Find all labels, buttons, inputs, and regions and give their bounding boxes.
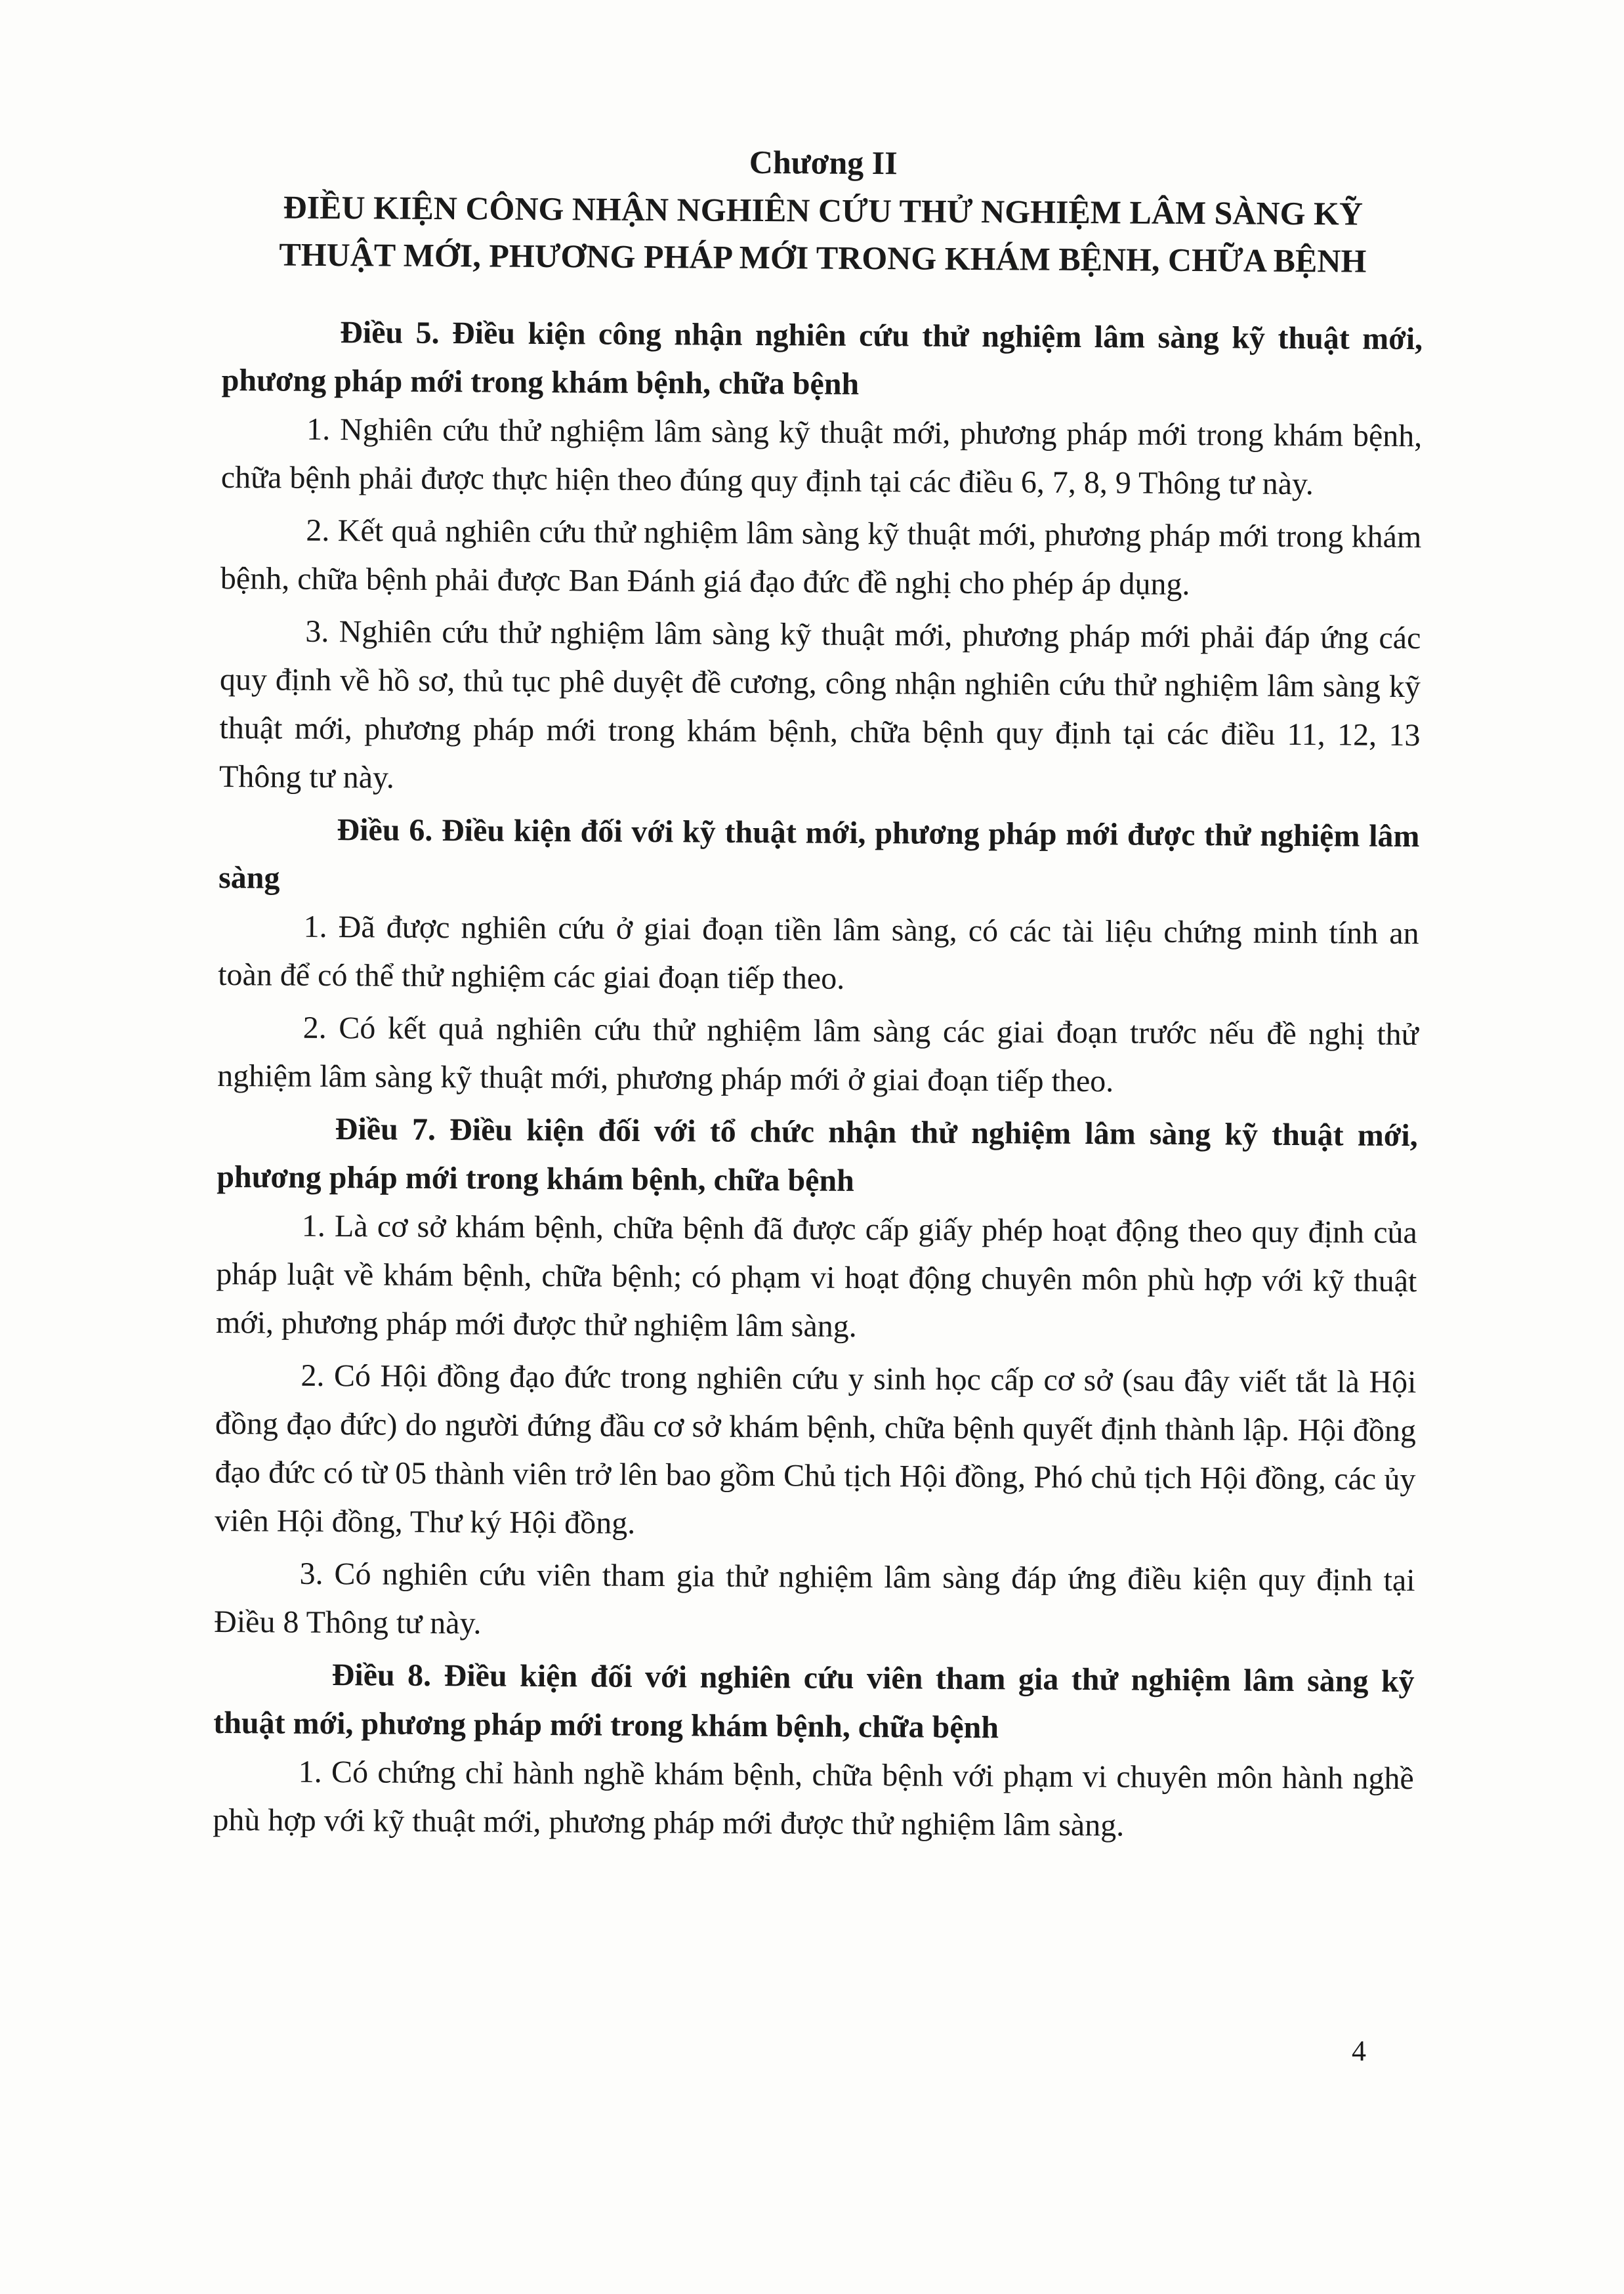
article-heading: Điều 6. Điều kiện đối với kỹ thuật mới, phương pháp mới được thử nghiệm lâm sàng xyxy=(218,812,1420,896)
document-body xyxy=(213,135,1424,1856)
clause: 2. Kết quả nghiên cứu thử nghiệm lâm sàng kỹ thuật mới, phương pháp mới trong khám bệnh, chữa bệnh phải được Ban Đánh giá đạo đức đề nghị cho phép áp dụng. xyxy=(220,512,1422,602)
article-6 xyxy=(217,805,1420,1108)
clause: 2. Có kết quả nghiên cứu thử nghiệm lâm sàng các giai đoạn trước nếu đề nghị thử nghiệm lâm sàng kỹ thuật mới, phương pháp mới ở giai đoạn tiếp theo. xyxy=(217,1010,1419,1099)
article-5 xyxy=(219,308,1423,808)
clause: 1. Đã được nghiên cứu ở giai đoạn tiền lâm sàng, có các tài liệu chứng minh tính an toàn để có thể thử nghiệm các giai đoạn tiếp theo. xyxy=(218,909,1419,996)
clause: 3. Có nghiên cứu viên tham gia thử nghiệm lâm sàng đáp ứng điều kiện quy định tại Điều 8 Thông tư này. xyxy=(213,1556,1415,1641)
clause: 1. Là cơ sở khám bệnh, chữa bệnh đã được cấp giấy phép hoạt động theo quy định của pháp luật về khám bệnh, chữa bệnh; có phạm vi hoạt động chuyên môn phù hợp với kỹ thuật mới, phương pháp mới được thử nghiệm lâm sàng. xyxy=(215,1208,1417,1344)
page-number: 4 xyxy=(1352,2035,1366,2067)
chapter-label: Chương II xyxy=(749,143,898,182)
clause: 3. Nghiên cứu thử nghiệm lâm sàng kỹ thuật mới, phương pháp mới phải đáp ứng các quy định về hồ sơ, thủ tục phê duyệt đề cương, công nhận nghiên cứu thử nghiệm lâm sàng kỹ thuật mới, phương pháp mới trong khám bệnh, chữa bệnh quy định tại các điều 11, 12, 13 Thông tư này. xyxy=(219,614,1421,795)
article-7 xyxy=(214,1104,1418,1654)
article-heading: Điều 8. Điều kiện đối với nghiên cứu viên tham gia thử nghiệm lâm sàng kỹ thuật mới, phương pháp mới trong khám bệnh, chữa bệnh xyxy=(213,1658,1415,1745)
clause: 2. Có Hội đồng đạo đức trong nghiên cứu y sinh học cấp cơ sở (sau đây viết tắt là Hội đồng đạo đức) do người đứng đầu cơ sở khám bệnh, chữa bệnh quyết định thành lập. Hội đồng đạo đức có từ 05 thành viên trở lên bao gồm Chủ tịch Hội đồng, Phó chủ tịch Hội đồng, các ủy viên Hội đồng, Thư ký Hội đồng. xyxy=(214,1358,1417,1541)
article-8 xyxy=(213,1650,1415,1852)
clause: 1. Nghiên cứu thử nghiệm lâm sàng kỹ thuật mới, phương pháp mới trong khám bệnh, chữa bệnh phải được thực hiện theo đúng quy định tại các điều 6, 7, 8, 9 Thông tư này. xyxy=(220,411,1423,502)
article-heading: Điều 7. Điều kiện đối với tổ chức nhận thử nghiệm lâm sàng kỹ thuật mới, phương pháp mới trong khám bệnh, chữa bệnh xyxy=(217,1112,1418,1198)
chapter-title: ĐIỀU KIỆN CÔNG NHẬN NGHIÊN CỨU THỬ NGHIỆM LÂM SÀNG KỸ THUẬT MỚI, PHƯƠNG PHÁP MỚI TRONG KHÁM BỆNH, CHỮA BỆNH xyxy=(279,188,1367,280)
article-heading: Điều 5. Điều kiện công nhận nghiên cứu thử nghiệm lâm sàng kỹ thuật mới, phương pháp mới trong khám bệnh, chữa bệnh xyxy=(221,315,1423,402)
clause: 1. Có chứng chỉ hành nghề khám bệnh, chữa bệnh với phạm vi chuyên môn hành nghề phù hợp với kỹ thuật mới, phương pháp mới được thử nghiệm lâm sàng. xyxy=(213,1754,1414,1843)
